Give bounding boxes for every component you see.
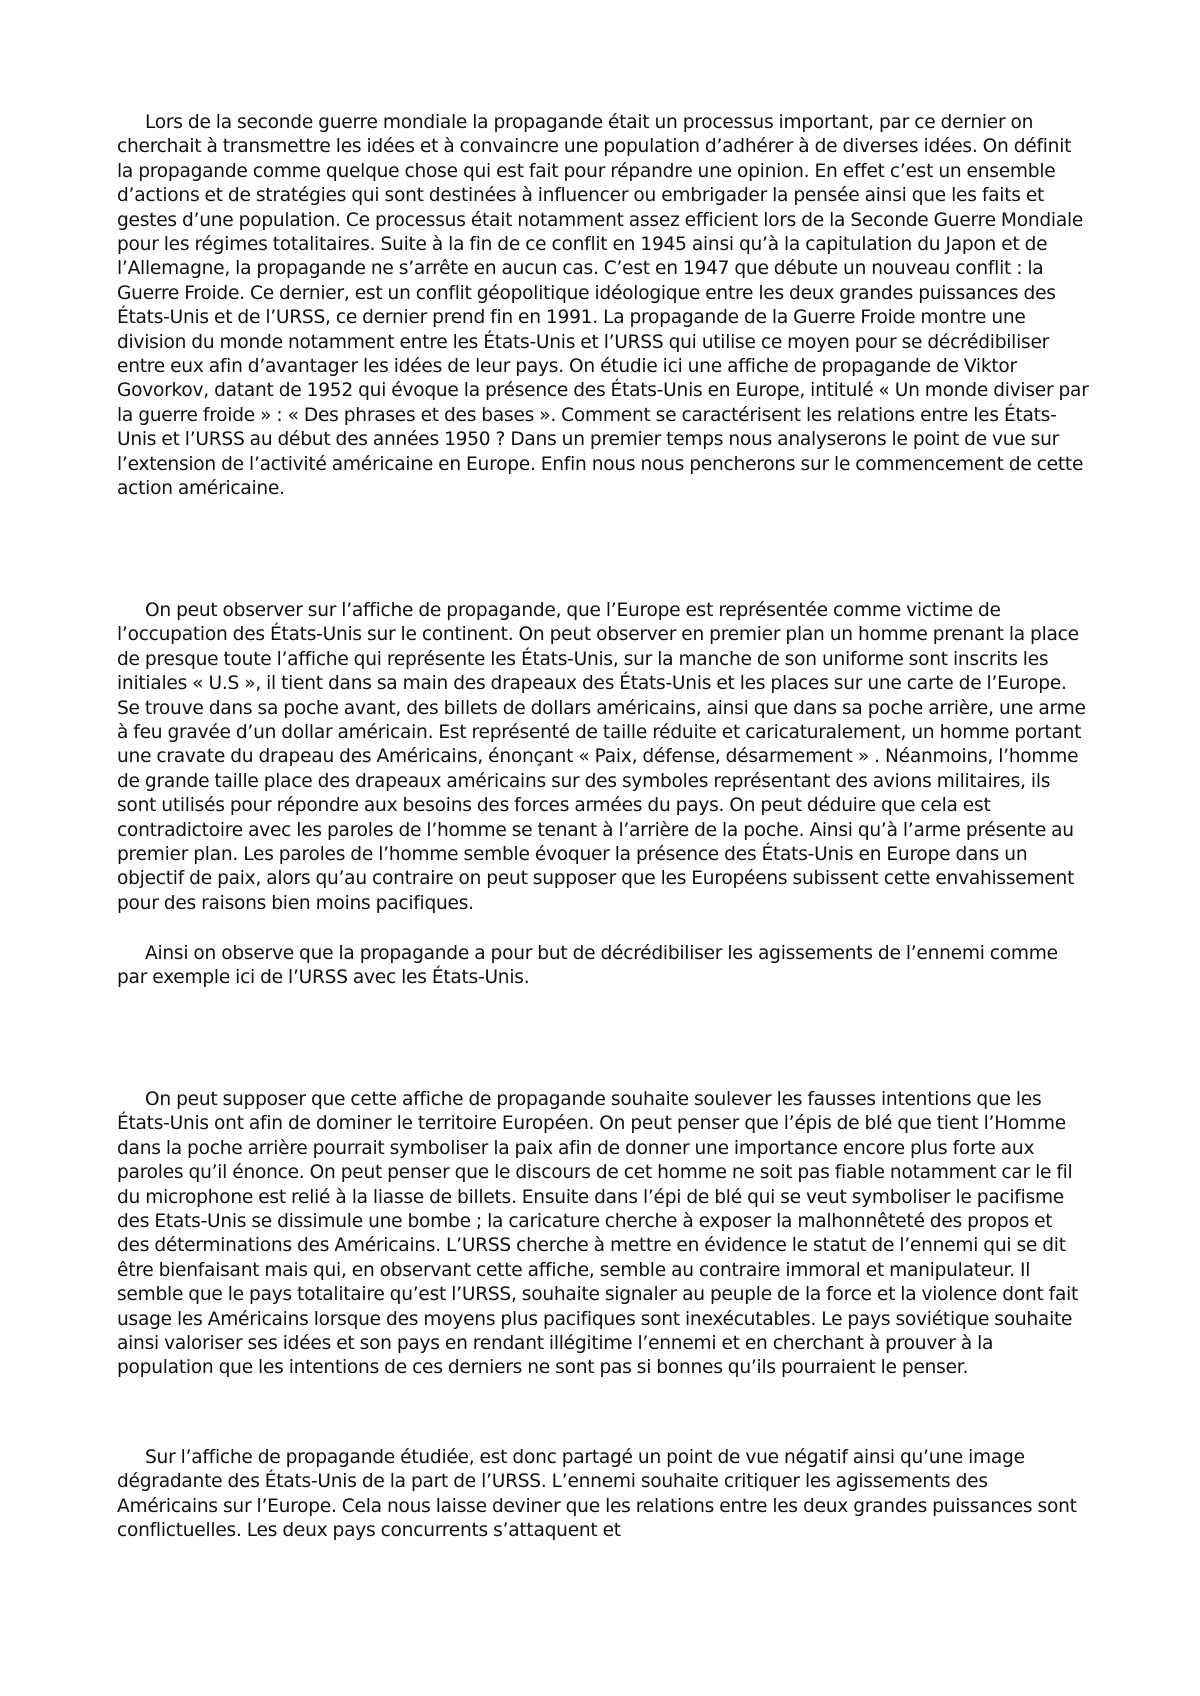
poster-description-paragraph: On peut observer sur l’affiche de propagande, que l’Europe est représentée comme victime de l’occupation des États-Unis sur le continent. On peut observer en premier plan un homme prenant la place de presque toute l’affiche qui représente les États-Unis, sur la manche de son uniforme sont inscrits les initiales « U.S », il tient dans sa main des drapeaux des États-Unis et les places sur une carte de l’Europe. Se trouve dans sa poche avant, des billets de dollars américains, ainsi que dans sa poche arrière, une arme à feu gravée d’un dollar américain. Est représenté de taille réduite et caricaturalement, un homme portant une cravate du drapeau des Américains, énonçant « Paix, défense, désarmement » . Néanmoins, l’homme de grande taille place des drapeaux américains sur des symboles représentant des avions militaires, ils sont utilisés pour répondre aux besoins des forces armées du pays. On peut déduire que cela est contradictoire avec les paroles de l’homme se tenant à l’arrière de la poche. Ainsi qu’à l’arme présente au premier plan. Les paroles de l’homme semble évoquer la présence des États-Unis en Europe dans un objectif de paix, alors qu’au contraire on peut supposer que les Européens subissent cette envahissement pour des raisons bien moins pacifiques. — [117, 600, 1086, 914]
transition-paragraph: Ainsi on observe que la propagande a pour but de décrédibiliser les agissements de l’ennemi comme par exemple ici de l’URSS avec les États-Unis. — [117, 943, 1058, 989]
analysis-paragraph: On peut supposer que cette affiche de propagande souhaite soulever les fausses intentions que les États-Unis ont afin de dominer le territoire Européen. On peut penser que l’épis de blé que tient l’Homme dans la poche arrière pourrait symboliser la paix afin de donner une importance encore plus forte aux paroles qu’il énonce. On peut penser que le discours de cet homme ne soit pas fiable notamment car le fil du microphone est relié à la liasse de billets. Ensuite dans l’épi de blé qui se veut symboliser le pacifisme des Etats-Unis se dissimule une bombe ; la caricature cherche à exposer la malhonnêteté des propos et des déterminations des Américains. L’URSS cherche à mettre en évidence le statut de l’ennemi qui se dit être bienfaisant mais qui, en observant cette affiche, semble au contraire immoral et manipulateur. Il semble que le pays totalitaire qu’est l’URSS, souhaite signaler au peuple de la force et la violence dont fait usage les Américains lorsque des moyens plus pacifiques sont inexécutables. Le pays soviétique souhaite ainsi valoriser ses idées et son pays en rendant illégitime l’ennemi et en cherchant à prouver à la population que les intentions de ces derniers ne sont pas si bonnes qu’ils pourraient le penser. — [117, 1089, 1079, 1379]
conclusion-paragraph: Sur l’affiche de propagande étudiée, est donc partagé un point de vue négatif ainsi qu’une image dégradante des États-Unis de la part de l’URSS. L’ennemi souhaite critiquer les agissements des Américains sur l’Europe. Cela nous laisse deviner que les relations entre les deux grandes puissances sont conflictuelles. Les deux pays concurrents s’attaquent et — [117, 1447, 1077, 1542]
introduction-paragraph: Lors de la seconde guerre mondiale la propagande était un processus important, par ce dernier on cherchait à transmettre les idées et à convaincre une population d’adhérer à de diverses idées. On définit la propagande comme quelque chose qui est fait pour répandre une opinion. En effet c’est un ensemble d’actions et de stratégies qui sont destinées à influencer ou embrigader la pensée ainsi que les faits et gestes d’une population. Ce processus était notamment assez efficient lors de la Seconde Guerre Mondiale pour les régimes totalitaires. Suite à la fin de ce conflit en 1945 ainsi qu’à la capitulation du Japon et de l’Allemagne, la propagande ne s’arrête en aucun cas. C’est en 1947 que débute un nouveau conflit : la Guerre Froide. Ce dernier, est un conflit géopolitique idéologique entre les deux grandes puissances des États-Unis et de l’URSS, ce dernier prend fin en 1991. La propagande de la Guerre Froide montre une division du monde notamment entre les États-Unis et l’URSS qui utilise ce moyen pour se décrédibiliser entre eux afin d’avantager les idées de leur pays. On étudie ici une affiche de propagande de Viktor Govorkov, datant de 1952 qui évoque la présence des États-Unis en Europe, intitulé « Un monde diviser par la guerre froide » : « Des phrases et des bases ». Comment se caractérisent les relations entre les États-Unis et l’URSS au début des années 1950 ? Dans un premier temps nous analyserons le point de vue sur l’extension de l’activité américaine en Europe. Enfin nous nous pencherons sur le commencement de cette action américaine. — [117, 112, 1089, 500]
